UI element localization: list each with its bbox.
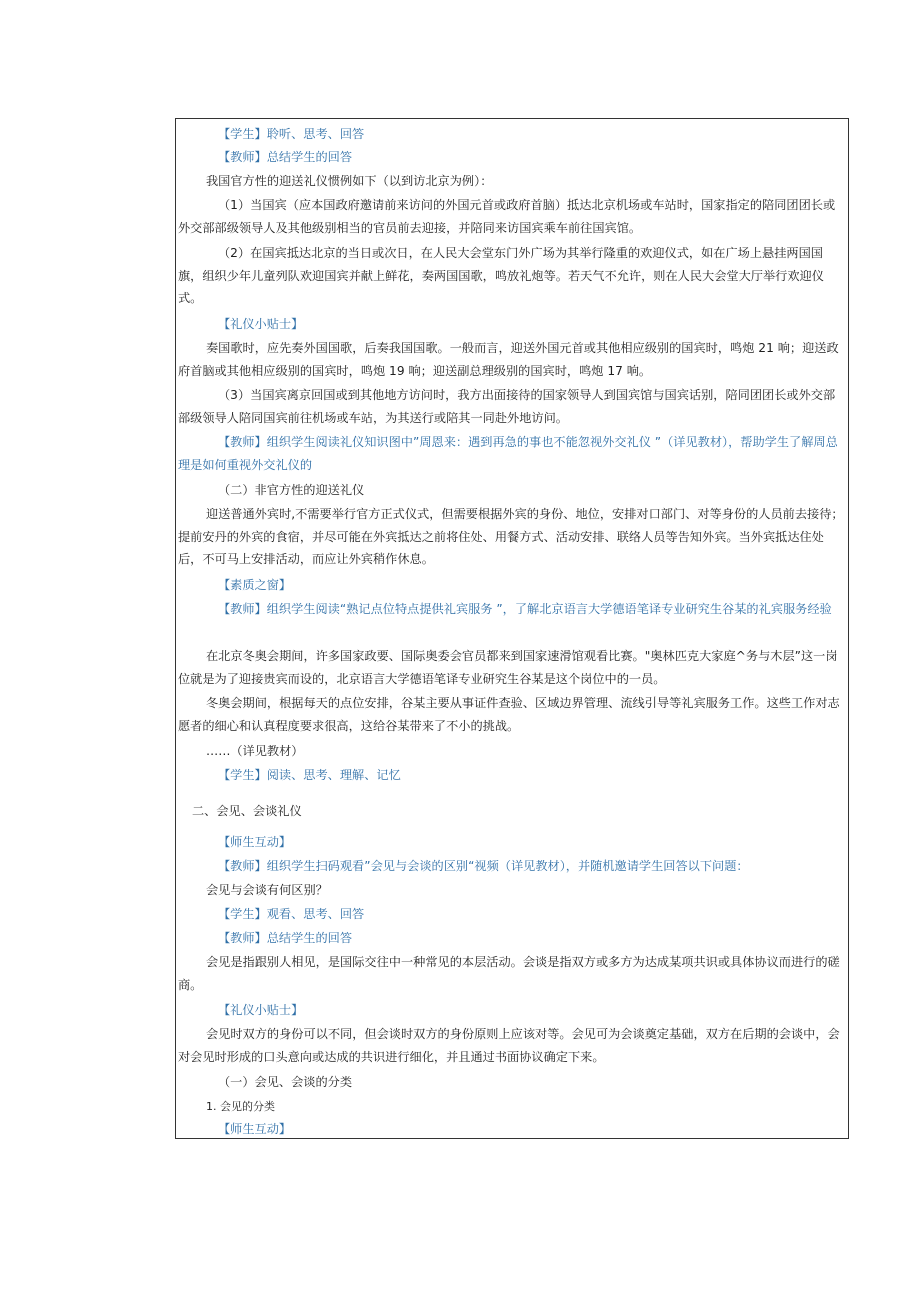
paragraph-anthem: 奏国歌时，应先奏外国国歌，后奏我国国歌。一般而言，迎送外国元首或其他相应级别的国宾时，鸣炮 21 响；迎送政府首脑或其他相应级别的国宾时，鸣炮 19 响；迎送副总理级别的国宾时，鸣炮 17 响。	[178, 341, 839, 378]
paragraph-item-2: （2）在国宾抵达北京的当日或次日，在人民大会堂东门外广场为其举行隆重的欢迎仪式，如在广场上悬挂两国国旗，组织少年儿童列队欢迎国宾并献上鲜花，奏两国国歌，鸣放礼炮等。若天气不允许，则在人民大会堂大厅举行欢迎仪式。	[178, 246, 824, 305]
paragraph-intro: 我国官方性的迎送礼仪惯例如下（以到访北京为例）：	[206, 174, 493, 188]
paragraph-olympics-2: 冬奥会期间，根据每天的点位安排，谷某主要从事证件查验、区域边界管理、流线引导等礼宾服务工作。这些工作对志愿者的细心和认真程度要求很高，这给谷某带来了不小的挑战。	[178, 696, 840, 733]
question-text: 会见与会谈有何区别？	[206, 883, 328, 897]
paragraph-meeting-definition: 会见是指跟别人相见，是国际交往中一种常见的本层活动。会谈是指双方或多方为达成某项共识或具体协议而进行的磋商。	[178, 955, 840, 992]
teacher-reading-task-2: 【教师】组织学生阅读“熟记点位特点提供礼宾服务 ”，了解北京语言大学德语笔译专业研究生谷某的礼宾服务经验	[218, 602, 832, 616]
section-heading-classification: （一）会见、会谈的分类	[218, 1075, 353, 1089]
interaction-heading-2: 【师生互动】	[218, 1122, 292, 1136]
paragraph-item-1: （1）当国宾（应本国政府邀请前来访问的外国元首或政府首脑）抵达北京机场或车站时，国家指定的陪同团团长或外交部部级领导人及其他级别相当的官员前去迎接，并陪同来访国宾乘车前往国宾馆。	[178, 198, 836, 235]
student-activity-line: 【学生】聆听、思考、回答	[218, 127, 365, 141]
teacher-reading-task: 【教师】组织学生阅读礼仪知识图中”周恩来：遇到再急的事也不能忽视外交礼仪 ”（详见教材），帮助学生了解周总理是如何重视外交礼仪的	[178, 435, 838, 472]
section-heading-meeting: 二、会见、会谈礼仪	[192, 804, 302, 818]
paragraph-olympics-1: 在北京冬奥会期间，许多国家政要、国际奥委会官员都来到国家速滑馆观看比赛。"奥林匹克大家庭^务与木层”这一岗位就是为了迎接贵宾而设的，北京语言大学德语笔译专业研究生谷某是这个岗位中的一员。	[178, 649, 838, 686]
section-heading-unofficial: （二）非官方性的迎送礼仪	[218, 483, 365, 497]
student-activity-line-2: 【学生】阅读、思考、理解、记忆	[218, 768, 401, 782]
teacher-video-task: 【教师】组织学生扫码观看”会见与会谈的区别“视频（详见教材），并随机邀请学生回答以下问题：	[218, 859, 749, 873]
teacher-activity-line-2: 【教师】总结学生的回答	[218, 931, 353, 945]
teacher-activity-line: 【教师】总结学生的回答	[218, 150, 353, 164]
quality-window-heading: 【素质之窗】	[218, 578, 292, 592]
paragraph-unofficial: 迎送普通外宾时,不需要举行官方正式仪式，但需要根据外宾的身份、地位，安排对口部门、对等身份的人员前去接待；提前安丹的外宾的食宿，并尽可能在外宾抵达之前将住处、用餐方式、活动安排、联络人员等告知外宾。当外宾抵达住处后，不可马上安排活动，而应让外宾稍作休息。	[178, 507, 844, 566]
student-activity-line-3: 【学生】观看、思考、回答	[218, 907, 365, 921]
tip-heading-2: 【礼仪小贴士】	[218, 1003, 304, 1017]
paragraph-meeting-identity: 会见时双方的身份可以不同，但会谈时双方的身份原则上应该对等。会见可为会谈奠定基础，双方在后期的会谈中，会对会见时形成的口头意向或达成的共识进行细化，并且通过书面协议确定下来。	[178, 1027, 840, 1064]
paragraph-item-3: （3）当国宾离京回国或到其他地方访问时，我方出面接待的国家领导人到国宾馆与国宾话别，陪同团团长或外交部部级领导人陪同国宾前往机场或车站，为其送行或陪其一同赴外地访问。	[178, 388, 836, 425]
interaction-heading: 【师生互动】	[218, 835, 292, 849]
subsection-heading-meeting-types: 1. 会见的分类	[206, 1100, 275, 1113]
tip-heading: 【礼仪小贴士】	[218, 317, 304, 331]
paragraph-see-textbook: ……（详见教材）	[206, 744, 304, 758]
